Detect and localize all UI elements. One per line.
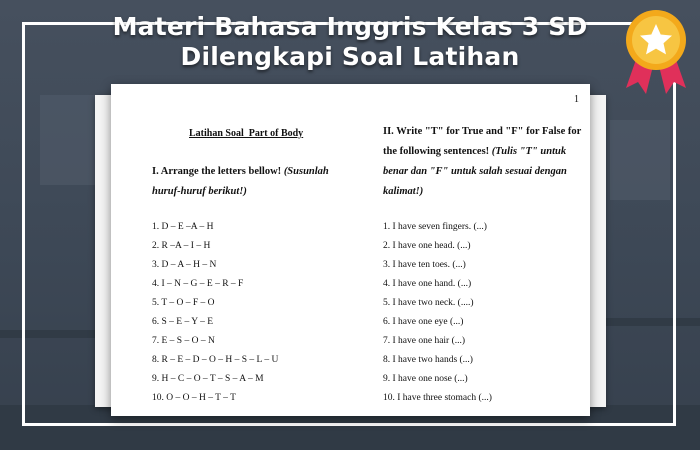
list-item: 3. I have ten toes. (...) bbox=[383, 260, 466, 270]
list-item: 7. I have one hair (...) bbox=[383, 336, 466, 346]
list-item: 8. R – E – D – O – H – S – L – U bbox=[152, 355, 279, 365]
list-item: 7. E – S – O – N bbox=[152, 336, 215, 346]
list-item: 10. I have three stomach (...) bbox=[383, 393, 492, 403]
list-item: 2. R –A – I – H bbox=[152, 241, 211, 251]
list-item: 6. I have one eye (...) bbox=[383, 317, 464, 327]
page-number: 1 bbox=[574, 94, 579, 105]
list-item: 2. I have one head. (...) bbox=[383, 241, 471, 251]
section1-hint: (Susunlah huruf-huruf berikut!) bbox=[152, 166, 329, 197]
article-title-line2: Dilengkapi Soal Latihan bbox=[180, 42, 520, 71]
list-item: 9. I have one nose (...) bbox=[383, 374, 468, 384]
section1-list bbox=[152, 218, 278, 408]
list-item: 4. I – N – G – E – R – F bbox=[152, 279, 244, 289]
section2-heading bbox=[383, 122, 583, 202]
list-item: 1. I have seven fingers. (...) bbox=[383, 222, 487, 232]
section1-heading bbox=[152, 162, 352, 202]
list-item: 10. O – O – H – T – T bbox=[152, 393, 236, 403]
star-ribbon-icon bbox=[620, 2, 692, 98]
section1-instruction: I. Arrange the letters bellow! bbox=[152, 166, 282, 177]
worksheet-title: Latihan Soal Part of Body bbox=[189, 128, 304, 139]
list-item: 8. I have two hands (...) bbox=[383, 355, 473, 365]
list-item: 5. I have two neck. (....) bbox=[383, 298, 474, 308]
section2-list bbox=[383, 218, 492, 408]
list-item: 6. S – E – Y – E bbox=[152, 317, 214, 327]
section2-instruction: II. Write "T" for True and "F" for False for the following sentences! bbox=[383, 126, 582, 157]
worksheet-page bbox=[111, 84, 590, 416]
section2-hint: (Tulis "T" untuk benar dan "F" untuk salah sesuai dengan kalimat!) bbox=[383, 146, 567, 197]
list-item: 1. D – E –A – H bbox=[152, 222, 214, 232]
article-title-line1: Materi Bahasa Inggris Kelas 3 SD bbox=[112, 12, 588, 41]
list-item: 3. D – A – H – N bbox=[152, 260, 217, 270]
list-item: 9. H – C – O – T – S – A – M bbox=[152, 374, 264, 384]
list-item: 4. I have one hand. (...) bbox=[383, 279, 472, 289]
list-item: 5. T – O – F – O bbox=[152, 298, 215, 308]
